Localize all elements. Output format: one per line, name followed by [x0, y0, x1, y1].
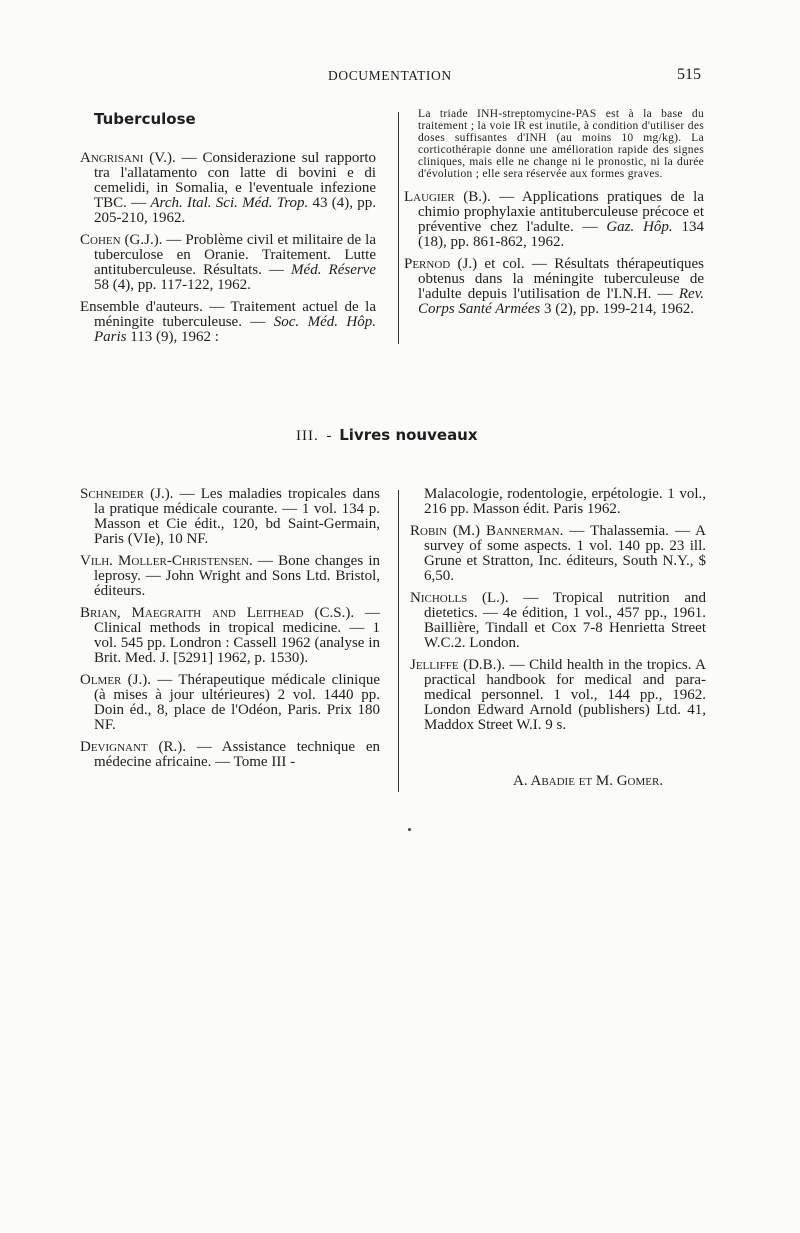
entry-author: Pernod (J.): [404, 256, 478, 272]
entry-author: Olmer (J.).: [80, 672, 152, 688]
treatment-note: La triade INH-streptomycine-PAS est à la base du traitement ; la voie IR est inutile, à condition d'utiliser des doses suffisantes d'INH (au moins 10 mg/kg). La corticothérapie donne une amélioration rapide des signes cliniques, mais elle ne change ni le pronostic, ni la durée d'évolution ; elle sera réservée aux formes graves.: [418, 108, 704, 180]
entry-brian: [80, 606, 380, 666]
entry-text: — Clinical methods in tropical medicine. — 1 vol. 545 pp. Londron : Cassell 1962 (analyse in Brit. Med. J. [5291] 1962, p. 1530).: [94, 605, 380, 666]
entry-source: Soc. Méd. Hôp. Paris: [94, 314, 376, 345]
entry-author: Schneider (J.).: [80, 486, 174, 502]
entry-text: et col. — Résultats thérapeutiques obtenus dans la méningite tuberculeuse de l'adulte depuis l'utilisation de l'I.N.H. —: [418, 256, 704, 302]
column-rule-bottom: [398, 490, 399, 792]
entry-tail: 58 (4), pp. 117-122, 1962.: [94, 277, 251, 293]
entry-author: Nicholls (L.).: [410, 590, 509, 606]
entry-source: Arch. Ital. Sci. Méd. Trop.: [150, 195, 309, 211]
column-rule-top: [398, 112, 399, 344]
entry-tail: 43 (4), pp. 205-210, 1962.: [94, 195, 376, 226]
entry-angrisani: [80, 151, 376, 226]
section-number: III.: [296, 428, 319, 444]
entry-devignant: [80, 740, 380, 770]
entry-laugier: [404, 190, 704, 250]
entry-text: — Applications pratiques de la chimio prophylaxie antituberculeuse précoce et préventive chez l'adulte. —: [418, 189, 704, 235]
entry-author: Devignant (R.).: [80, 739, 186, 755]
entry-nicholls: [410, 591, 706, 651]
entry-ensemble: [80, 300, 376, 345]
entry-author: Jelliffe (D.B.).: [410, 657, 506, 673]
entry-text: — Considerazione sul rapporto tra l'allatamento con latte di bovini e di cemelidi, in Somalia, e l'eventuale infezione TBC. —: [94, 150, 377, 211]
entry-text: — Les maladies tropicales dans la pratique médicale courante. — 1 vol. 134 p. Masson et Cie édit., 120, bd Saint-Germain, Paris (VIe), 10 NF.: [94, 486, 380, 547]
entry-tail: 134 (18), pp. 861-862, 1962.: [418, 219, 704, 250]
entry-source: Gaz. Hôp.: [606, 219, 673, 235]
entry-source: Méd. Réserve: [291, 262, 376, 278]
entry-text: — Child health in the tropics. A practical handbook for medical and para-medical personnel. 1 vol., 144 pp., 1962. London Edward Arnold (publishers) Ltd. 41, Maddox Street W.I. 9 s.: [424, 657, 706, 733]
entry-tail: 113 (9), 1962 :: [126, 329, 219, 345]
entry-source: Rev. Corps Santé Armées: [418, 286, 704, 317]
entry-devignant-continued: Malacologie, rodentologie, erpétologie. 1 vol., 216 pp. Masson édit. Paris 1962.: [424, 486, 706, 517]
signature: A. Abadie et M. Gomer.: [513, 773, 664, 789]
entry-author: Brian, Maegraith and Leithead (C.S.).: [80, 605, 355, 621]
entry-author: Laugier (B.).: [404, 189, 491, 205]
entry-tail: 3 (2), pp. 199-214, 1962.: [540, 301, 694, 317]
livres-left-column: [80, 487, 380, 777]
entry-moller-christensen: [80, 554, 380, 599]
section-dash: -: [326, 428, 332, 444]
running-head-title: DOCUMENTATION: [328, 68, 452, 83]
entry-author: Robin (M.) Bannerman.: [410, 523, 564, 539]
entry-author: Angrisani (V.).: [80, 150, 176, 166]
livres-right-column: [410, 487, 706, 740]
entry-author: Cohen (G.J.).: [80, 232, 163, 248]
entry-text: — Thalassemia. — A survey of some aspects. 1 vol. 140 pp. 23 ill. Grune et Stratton, Inc. éditeurs, South N.Y., $ 6,50.: [424, 523, 706, 584]
print-speck: [408, 828, 411, 831]
running-head: [0, 68, 800, 88]
entry-text: Ensemble d'auteurs. — Traitement actuel de la méningite tuberculeuse. —: [80, 299, 376, 330]
entry-text: — Bone changes in leprosy. — John Wright and Sons Ltd. Bristol, éditeurs.: [94, 553, 380, 599]
page-number: 515: [677, 66, 701, 83]
entry-jelliffe: [410, 658, 706, 733]
section-heading-livres: [296, 426, 478, 445]
tuberculose-left-column: [80, 112, 376, 352]
entry-author: Vilh. Moller-Christensen.: [80, 553, 253, 569]
entry-text: — Problème civil et militaire de la tuberculose en Oranie. Traitement. Lutte antituberculeuse. Résultats. —: [94, 232, 376, 278]
tuberculose-right-column: [404, 108, 704, 324]
section-title: Livres nouveaux: [339, 426, 478, 444]
entry-pernod: [404, 257, 704, 317]
entry-olmer: [80, 673, 380, 733]
entry-text: — Assistance technique en médecine africaine. — Tome III -: [94, 739, 380, 770]
entry-text: — Thérapeutique médicale clinique (à mises à jour ultérieures) 2 vol. 1440 pp. Doin éd., 8, place de l'Odéon, Paris. Prix 180 NF.: [94, 672, 380, 733]
entry-schneider: [80, 487, 380, 547]
entry-text: — Tropical nutrition and dietetics. — 4e édition, 1 vol., 457 pp., 1961. Baillière, Tindall et Cox 7-8 Henrietta Street W.C.2. London.: [424, 590, 706, 651]
entry-cohen: [80, 233, 376, 293]
entry-bannerman: [410, 524, 706, 584]
section-heading-tuberculose: Tuberculose: [94, 110, 196, 128]
